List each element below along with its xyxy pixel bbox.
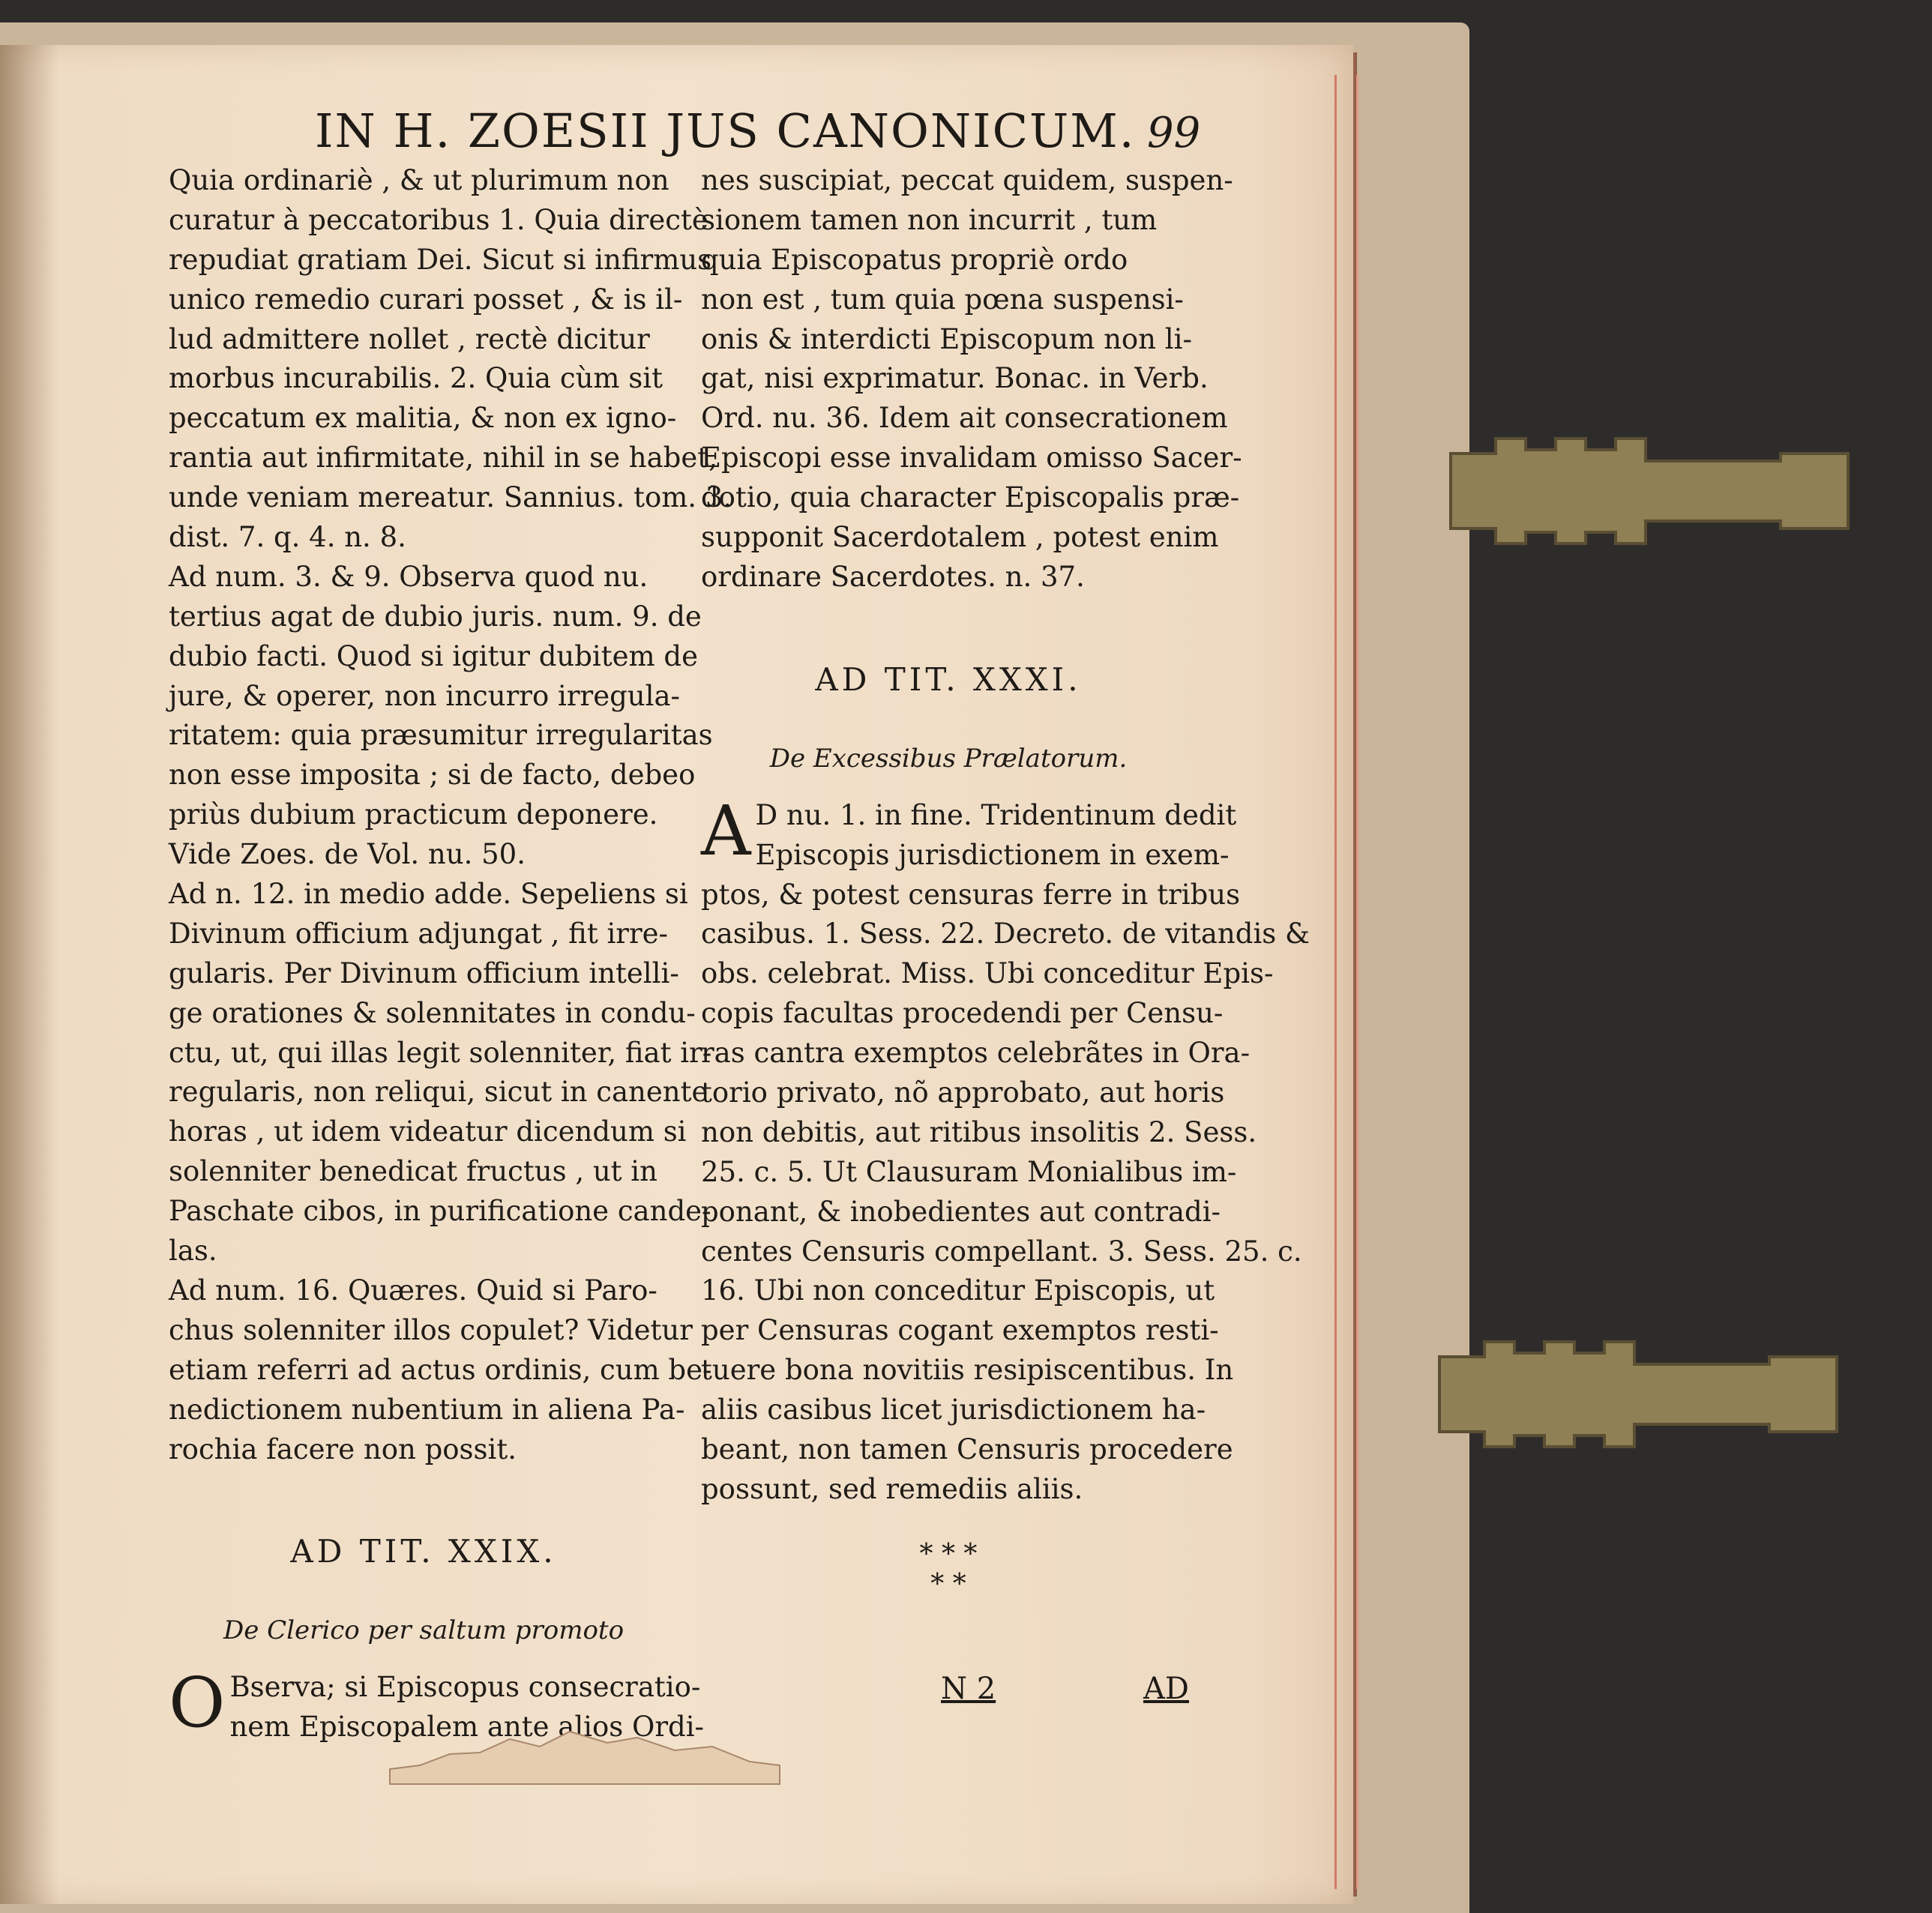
signature-mark: N 2 [941,1672,996,1706]
text-line: curatur à peccatoribus 1. Quia directè [169,203,708,236]
text-line: 16. Ubi non conceditur Episcopis, ut [701,1274,1215,1307]
text-line: Ad num. 16. Quæres. Quid si Paro- [169,1274,657,1307]
text-line: tuere bona novitiis resipiscentibus. In [701,1354,1234,1387]
text-line: dotio, quia character Episcopalis præ- [701,481,1240,514]
text-line: ordinare Sacerdotes. n. 37. [701,560,1085,593]
text-line: jure, & operer, non incurro irregula- [169,679,681,712]
text-line: Ad n. 12. in medio adde. Sepeliens si [169,878,688,911]
left-text-block [169,161,732,1469]
text-line: nem Episcopalem ante alios Ordi- [229,1711,705,1744]
text-line: centes Censuris compellant. 3. Sess. 25. c. [701,1235,1302,1268]
brass-clasp-upper [1451,439,1848,551]
running-head: IN H. ZOESII JUS CANONICUM. [315,103,1136,158]
catchword: AD [1143,1672,1189,1706]
text-line: copis facultas procedendi per Censu- [701,997,1224,1030]
text-line: Episcopis jurisdictionem in exem- [755,838,1230,871]
dropcap-a: A [701,790,751,871]
text-line: aliis casibus licet jurisdictionem ha- [701,1394,1206,1427]
right-after-lines [701,790,1310,1510]
section-heading-xxix: AD TIT. XXIX. [290,1533,557,1570]
section-subheading-xxxi: De Excessibus Prælatorum. [769,743,1128,774]
text-line: ptos, & potest censuras ferre in tribus [701,878,1241,911]
text-line: rochia facere non possit. [169,1433,517,1465]
left-column [169,161,732,1747]
text-line: supponit Sacerdotalem , potest enim [701,521,1219,554]
text-line: ge orationes & solennitates in condu- [169,996,696,1029]
text-line: Paschate cibos, in purificatione cande- [169,1195,711,1228]
text-line: Ord. nu. 36. Idem ait consecrationem [701,402,1228,435]
text-line: per Censuras cogant exemptos resti- [701,1314,1219,1347]
text-line: Episcopi esse invalidam omisso Sacer- [701,442,1242,475]
page-number: 99 [1147,109,1201,157]
text-line: morbus incurabilis. 2. Quia cùm sit [169,362,663,395]
ornament-stars-bottom: * * [930,1568,966,1600]
text-line: peccatum ex malitia, & non ex igno- [169,402,677,435]
text-line: obs. celebrat. Miss. Ubi conceditur Epis- [701,957,1274,990]
text-line: D nu. 1. in fine. Tridentinum dedit [755,798,1237,831]
text-line: onis & interdicti Episcopum non li- [701,322,1192,355]
spacer [701,597,1196,639]
text-line: ras cantra exemptos celebrãtes in Ora- [701,1037,1251,1070]
text-line: sionem tamen non incurrit , tum [701,203,1158,236]
text-line: tertius agat de dubio juris. num. 9. de [169,600,702,633]
text-line: ctu, ut, qui illas legit solenniter, fiat ir- [169,1036,712,1069]
text-line: regularis, non reliqui, sicut in canente [169,1076,708,1109]
text-line: nedictionem nubentium in aliena Pa- [169,1393,685,1426]
text-line: unde veniam mereatur. Sannius. tom. 3. [169,481,732,514]
text-line: solenniter benedicat fructus , ut in [169,1155,657,1188]
text-line: non esse imposita ; si de facto, debeo [169,759,696,792]
text-line: Divinum officium adjungat , fit irre- [169,917,669,950]
text-line: non est , tum quia pœna suspensi- [701,283,1184,316]
text-line: dubio facti. Quod si igitur dubitem de [169,639,698,672]
text-line: horas , ut idem videatur dicendum si [169,1115,687,1148]
torn-paper-edge [390,1724,780,1784]
text-line: ponant, & inobedientes aut contradi- [701,1195,1221,1228]
text-line: gat, nisi exprimatur. Bonac. in Verb. [701,362,1209,395]
dropcap-o: O [169,1663,226,1744]
right-dropcap-paragraph [701,790,1310,1510]
text-line: 25. c. 5. Ut Clausuram Monialibus im- [701,1155,1237,1188]
text-line: Quia ordinariè , & ut plurimum non [169,164,669,196]
text-line: las. [169,1235,217,1268]
text-line: ritatem: quia præsumitur irregularitas [169,719,713,752]
right-column [701,161,1310,1600]
spacer [701,1510,1196,1540]
text-line: Vide Zoes. de Vol. nu. 50. [169,838,526,871]
text-line: priùs dubium practicum deponere. [169,798,658,831]
text-line: non debitis, aut ritibus insolitis 2. Sess. [701,1115,1257,1148]
text-line: Ad num. 3. & 9. Observa quod nu. [169,560,648,593]
text-line: possunt, sed remediis aliis. [701,1472,1083,1505]
text-line: rantia aut infirmitate, nihil in se habet, [169,442,717,475]
text-line: casibus. 1. Sess. 22. Decreto. de vitandis & [701,918,1310,951]
section-heading-xxxi: AD TIT. XXXI. [815,660,1082,698]
section-subheading-xxix: De Clerico per saltum promoto [223,1615,625,1646]
text-line: unico remedio curari posset , & is il- [169,283,683,316]
brass-clasp-lower [1439,1342,1837,1454]
text-line: nes suscipiat, peccat quidem, suspen- [701,164,1233,196]
text-line: torio privato, nõ approbato, aut horis [701,1076,1225,1109]
text-line: dist. 7. q. 4. n. 8. [169,521,406,554]
spacer [169,1469,678,1510]
text-line: quia Episcopatus propriè ordo [701,243,1128,276]
right-text-block [701,161,1242,597]
text-line: Bserva; si Episcopus consecratio- [229,1671,701,1704]
ornament-stars-top: * * * [919,1538,978,1570]
gutter-shadow [0,45,60,1904]
text-line: etiam referri ad actus ordinis, cum be- [169,1353,712,1386]
text-line: repudiat gratiam Dei. Sicut si infirmus [169,243,712,276]
text-line: gularis. Per Divinum officium intelli- [169,956,679,989]
text-line: beant, non tamen Censuris procedere [701,1433,1233,1466]
text-line: chus solenniter illos copulet? Videtur [169,1313,693,1346]
text-line: lud admittere nollet , rectè dicitur [169,322,650,355]
page-edge-lines [1334,75,1358,1889]
